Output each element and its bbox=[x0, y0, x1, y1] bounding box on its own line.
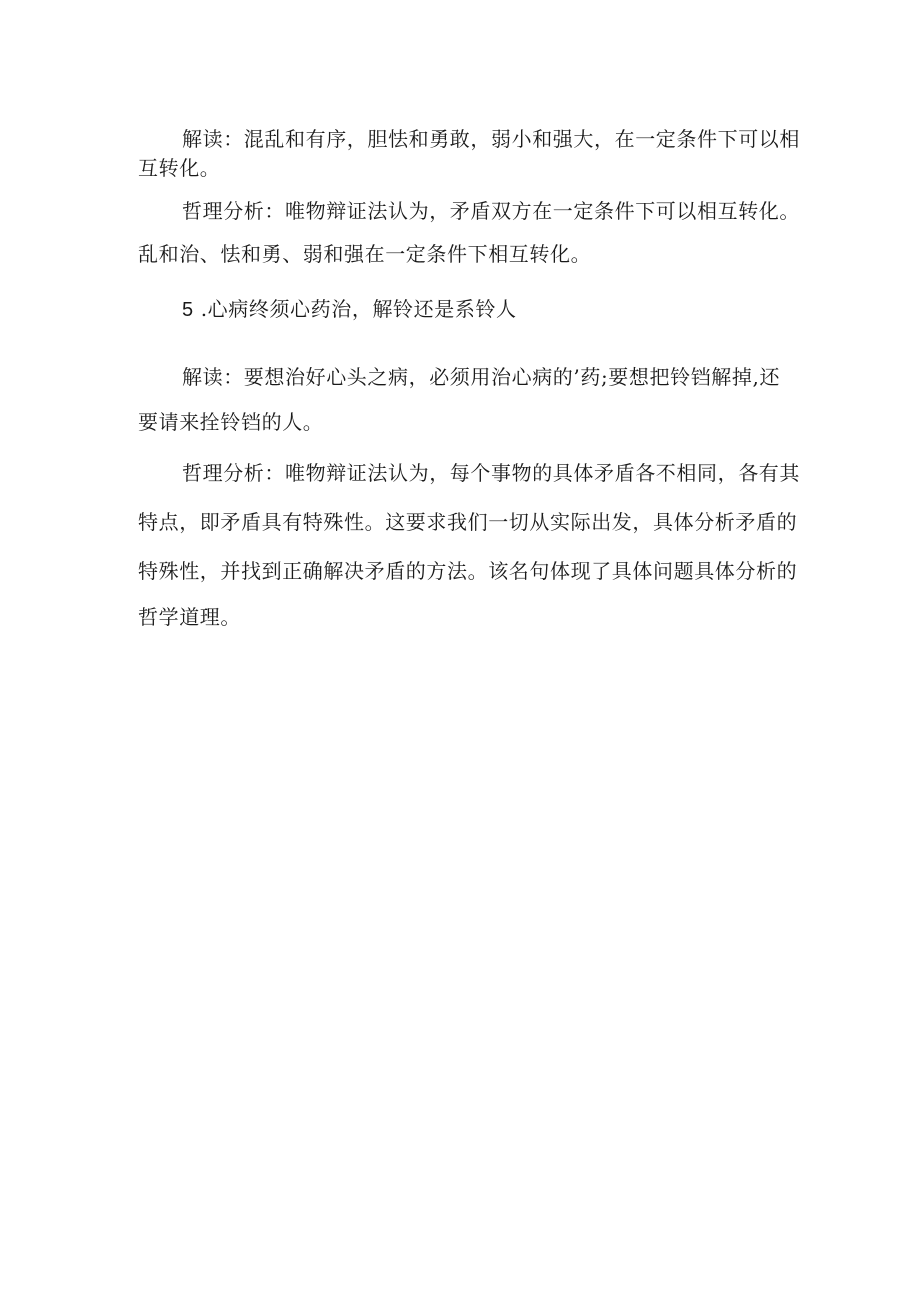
section-heading-5 bbox=[182, 297, 517, 322]
section-title: .心病终须心药治，解铃还是系铃人 bbox=[200, 297, 517, 321]
paragraph-analysis-5-line-4: 哲学道理。 bbox=[138, 605, 241, 629]
paragraph-interpretation-5-line-2: 要请来拴铃铛的人。 bbox=[138, 410, 324, 434]
section-number: 5 bbox=[182, 299, 194, 321]
paragraph-interpretation-4-line-1: 解读：混乱和有序，胆怯和勇敢，弱小和强大，在一定条件下可以相 bbox=[182, 127, 800, 151]
paragraph-interpretation-5-line-1: 解读：要想治好心头之病，必须用治心病的’药;要想把铃铛解掉,还 bbox=[182, 365, 781, 389]
paragraph-analysis-5-line-1: 哲理分析：唯物辩证法认为，每个事物的具体矛盾各不相同，各有其 bbox=[182, 461, 800, 485]
paragraph-analysis-5-line-3: 特殊性，并找到正确解决矛盾的方法。该名句体现了具体问题具体分析的 bbox=[138, 559, 798, 583]
paragraph-interpretation-4-line-2: 互转化。 bbox=[138, 156, 221, 180]
paragraph-analysis-4-line-1: 哲理分析：唯物辩证法认为，矛盾双方在一定条件下可以相互转化。 bbox=[182, 199, 800, 223]
paragraph-analysis-4-line-2: 乱和治、怯和勇、弱和强在一定条件下相互转化。 bbox=[138, 242, 592, 266]
paragraph-analysis-5-line-2: 特点，即矛盾具有特殊性。这要求我们一切从实际出发，具体分析矛盾的 bbox=[138, 510, 798, 534]
